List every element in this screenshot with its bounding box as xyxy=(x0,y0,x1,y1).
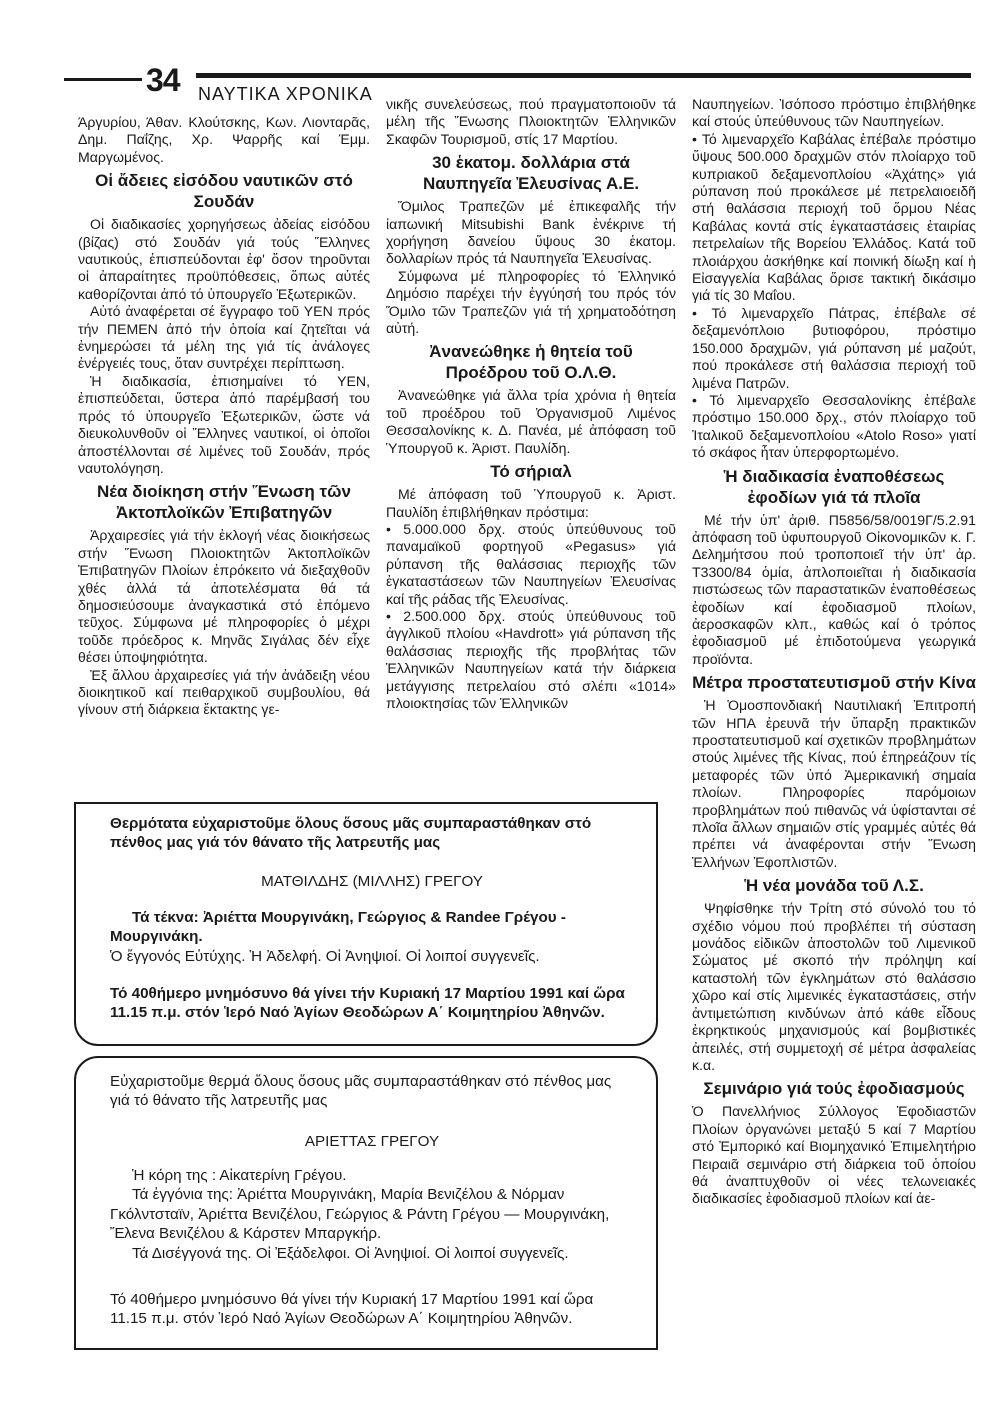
article-text: Ἡ διαδικασία, ἐπισημαίνει τό ΥΕΝ, ἐπισπεύδεται, ὕστερα ἀπό παρέμβασή του πρός τό ὑπουργεῖο Ἐξωτερικῶν, ὥστε νά διευκολυνθοῦν οἱ Ἕλληνες ναυτικοί, οἱ ὁποῖοι ἀποστέλλονται σέ λιμένες τοῦ Σουδάν, πρός ναυτολόγηση. xyxy=(78,372,370,476)
fine-item: • 2.500.000 δρχ. στούς ὑπεύθυνους τοῦ ἀγγλικοῦ πλοίου «Havdrott» γιά ρύπανση τῆς θαλάσσιας περιοχῆς τῆς προβλήτας τῶν Ἑλληνικῶν Ναυπηγείων κατά τήν διάρκεια μετάγγισης πετρελαίου στό σλέπι «1014» πλοιοκτησίας τῶν Ἑλληνικῶν xyxy=(386,607,676,711)
page-number: 34 xyxy=(146,62,180,98)
notice-name: ΑΡΙΕΤΤΑΣ ΓΡΕΓΟΥ xyxy=(304,1133,440,1150)
headline-eleusis-shipyards: 30 ἑκατομ. δολλάρια στά Ναυπηγεῖα Ἐλευσίνας Α.Ε. xyxy=(422,153,640,194)
headline-china-protectionism: Μέτρα προστατευτισμοῦ στήν Κίνα xyxy=(692,673,976,693)
column-2 xyxy=(386,96,676,712)
article-text: Αὐτό ἀναφέρεται σέ ἔγγραφο τοῦ ΥΕΝ πρός τήν ΠΕΜΕΝ ἀπό τήν ὁποία καί ζητεῖται νά ἐνημερώσει τά μέλη της γιά τίς ἀνάλογες ἐνέργειές τους, ὅταν συντρέχει περίπτωση. xyxy=(78,303,370,372)
notice-family: Ἡ κόρη της : Αἰκατερίνη Γρέγου. xyxy=(132,1167,347,1184)
article-text: Ναυπηγείων. Ἰσόποσο πρόστιμο ἐπιβλήθηκε καί στούς ὑπεύθυνους τῶν Ναυπηγείων. xyxy=(692,96,976,130)
notice-name: ΜΑΤΘΙΛΔΗΣ (ΜΙΛΛΗΣ) ΓΡΕΓΟΥ xyxy=(261,873,483,890)
notice-memorial: Τό 40θήμερο μνημόσυνο θά γίνει τήν Κυριακή 17 Μαρτίου 1991 καί ὥρα 11.15 π.μ. στόν Ἱερό Ναό Ἁγίων Θεοδώρων Α΄ Κοιμητηρίου Ἀθηνῶν. xyxy=(110,1291,594,1328)
article-text: Ἀρχαιρεσίες γιά τήν ἐκλογή νέας διοικήσεως στήν Ἕνωση Πλοιοκτητῶν Ἀκτοπλοϊκῶν Ἐπιβατηγῶν Πλοίων ἐπρόκειτο νά διεξαχθοῦν χθές ἀλλά τά ἀποτελέσματα θά τά δημοσιεύσουμε ἀναγκαστικά στό ἑπόμενο τεῦχος. Σύμφωνα μέ πληροφορίες ὁ μέχρι τοῦδε πρόεδρος κ. Μηνᾶς Σιγάλας δέν εἶχε θέσει ὑποψηφιότητα. xyxy=(78,527,370,666)
magazine-title: ΝΑΥΤΙΚΑ ΧΡΟΝΙΚΑ xyxy=(198,84,373,104)
article-text: Ὁ Πανελλήνιος Σύλλογος Ἐφοδιαστῶν Πλοίων ὀργανώνει μεταξύ 5 καί 7 Μαρτίου στό Ἐμπορικό καί Βιομηχανικό Ἐπιμελητήριο Πειραιᾶ σεμινάριο στή διάρκεια τοῦ ὁποίου θά ἀναπτυχθοῦν οἱ νέες τελωνειακές διαδικασίες ἐφοδιασμοῦ πλοίων καί ἀε- xyxy=(692,1103,976,1207)
article-text: Μέ τήν ὑπ' ἀριθ. Π5856/58/0019Γ/5.2.91 ἀπόφαση τοῦ ὑφυπουργοῦ Οἰκονομικῶν κ. Γ. Δελημήτσου πού τροποποιεῖ τήν ὑπ' ἀρ. Τ3300/84 ὁμία, ἀπλοποιεῖται ἡ διαδικασία πιστώσεως τῶν παραστατικῶν ἐναποθέσεως ἐφοδίων καί ἐφοδιασμοῦ πλοίων, ἀεροσκαφῶν κλπ., καθώς καί ὁ τρόπος ἐφοδιασμοῦ μέ ἐπιδοτούμενα γεωργικά προϊόντα. xyxy=(692,511,976,667)
column-3 xyxy=(692,96,976,1208)
fine-item: • 5.000.000 δρχ. στούς ὑπεύθυνους τοῦ παναμαϊκοῦ φορτηγοῦ «Pegasus» γιά ρύπανση τῆς θαλάσσιας περιοχῆς τῶν ἐγκαταστάσεων τῶν Ναυπηγείων Ἐλευσίνας καί τῆς ράδας τῆς Ἐλευσίνας. xyxy=(386,520,676,607)
notice-thanks: Εὐχαριστοῦμε θερμά ὅλους ὅσους μᾶς συμπαραστάθηκαν στό πένθος μας γιά τό θάνατο τῆς λατρευτῆς μας xyxy=(110,1073,612,1110)
memorial-notice-matthildi xyxy=(74,802,658,1046)
notice-family: Τά τέκνα: Ἀριέττα Μουργινάκη, Γεώργιος & Randee Γρέγου - Μουργινάκη. xyxy=(110,909,566,946)
memorial-notice-arietta xyxy=(74,1056,658,1350)
article-text: Οἱ διαδικασίες χορηγήσεως ἀδείας εἰσόδου (βίζας) στό Σουδάν γιά τούς Ἕλληνες ναυτικούς, ἐπισπεύδονται ἐφ' ὅσον τηροῦνται οἱ ἀπαραίτητες προϋπόθεσεις, ὅπως αὐτές καθορίζονται ἀπό τό ὑπουργεῖο Ἐξωτερικῶν. xyxy=(78,216,370,302)
headline-sudan-visas: Οἱ ἄδειες εἰσόδου ναυτικῶν στό Σουδάν xyxy=(95,171,353,212)
article-text: Ἀνανεώθηκε γιά ἄλλα τρία χρόνια ἡ θητεία τοῦ προέδρου τοῦ Ὀργανισμοῦ Λιμένος Θεσσαλονίκης κ. Δ. Πανέα, μέ ἀπόφαση τοῦ Ὑπουργοῦ κ. Ἀριστ. Παυλίδη. xyxy=(386,387,676,456)
article-text: Άργυρίου, Άθαν. Κλούτσκης, Κων. Λιονταρᾶς, Δημ. Παΐζης, Χρ. Ψαρρῆς καί Έμμ. Μαργωμένος. xyxy=(78,114,370,165)
article-text: Ψηφίσθηκε τήν Τρίτη στό σύνολό του τό σχέδιο νόμου πού προβλέπει τή σύσταση μονάδος εἰδικῶν ἀποστολῶν τοῦ Λιμενικοῦ Σώματος μέ σκοπό τήν πρόληψη καί καταστολή τῶν ἐγκλημάτων στό θαλάσσιο χῶρο καί στίς λιμενικές ἐγκαταστάσεις, στήν ἀντιμετώπιση κινδύνων ἀπό κάθε εἶδους ἐκρηκτικούς μηχανισμούς καί βομβιστικές ἀπειλές, στή συμμετοχή σέ μέτρα ἀσφαλείας κ.α. xyxy=(692,900,976,1073)
header-rule-left xyxy=(64,78,142,81)
article-text: Ἐξ ἄλλου ἀρχαιρεσίες γιά τήν ἀνάδειξη νέου διοικητικοῦ καί πειθαρχικοῦ συμβουλίου, θά γίνουν στή διάρκεια ἔκτακτης γε- xyxy=(78,666,370,718)
headline-coastguard-unit: Ἡ νέα μονάδα τοῦ Λ.Σ. xyxy=(744,876,924,896)
article-text: Ἡ Ὁμοσπονδιακή Ναυτιλιακή Ἐπιτροπή τῶν ΗΠΑ ἐρευνᾶ τήν ὕπαρξη πρακτικῶν προστατευτισμοῦ καί σχετικῶν προβλημάτων στούς λιμένες τῆς Κίνας, πού ἐπηρεάζουν τίς μεταφορές τῶν ὑπό Ἀμερικανική σημαία πλοίων. Πληροφορίες παρόμοιων προβλημάτων πού πιθανῶς νά ὑφίστανται σέ πλοῖα ἄλλων σημαιῶν στίς γραμμές αὐτές θά πρέπει νά ἀναφέρονται στήν Ἕνωση Ἑλλήνων Ἐφοπλιστῶν. xyxy=(692,697,976,870)
headline-olth-president: Ἀνανεώθηκε ἡ θητεία τοῦ Προέδρου τοῦ Ο.Λ.Θ. xyxy=(429,342,633,383)
headline-supplies-seminar: Σεμινάριο γιά τούς ἐφοδιασμούς xyxy=(703,1079,965,1099)
fine-item: • Τό λιμεναρχεῖο Θεσσαλονίκης ἐπέβαλε πρόστιμο 150.000 δρχ., στόν πλοίαρχο τοῦ Ἰταλικοῦ δεξαμενοπλοίου «Atolo Roso» γιατί τό σκάφος ἦταν ὑπερφορτωμένο. xyxy=(692,391,976,461)
headline-coastal-union: Νέα διοίκηση στήν Ἕνωση τῶν Ἀκτοπλοϊκῶν Ἐπιβατηγῶν xyxy=(97,482,351,523)
headline-serial: Τό σήριαλ xyxy=(490,462,572,482)
fine-item: • Τό λιμεναρχεῖο Καβάλας ἐπέβαλε πρόστιμο ὕψους 500.000 δραχμῶν στόν πλοίαρχο τοῦ κυπριακοῦ δεξαμενοπλοίου «Ἀχάτης» γιά ρύπανση πού προκάλεσε μέ πετρελαιοειδῆ στή θαλάσσια περιοχή τοῦ ὅρμου Νέας Καβάλας κοντά στίς ἐγκαταστάσεις ἑταιρίας πετρελαίων τῆς Βορείου Ἑλλάδος. Κατά τοῦ πλοιάρχου ἀσκήθηκε καί ποινική δίωξη καί ἡ Εἰσαγγελία Καβάλας ὅρισε τακτική δικάσιμο γιά τίς 30 Μαΐου. xyxy=(692,130,976,304)
headline-supplies-procedure: Ἡ διαδικασία ἐναποθέσεως ἐφοδίων γιά τά πλοῖα xyxy=(723,466,945,507)
notice-memorial: Τό 40θήμερο μνημόσυνο θά γίνει τήν Κυριακή 17 Μαρτίου 1991 καί ὥρα 11.15 π.μ. στόν Ἱερό Ναό Ἁγίων Θεοδώρων Α΄ Κοιμητηρίου Ἀθηνῶν. xyxy=(110,985,625,1022)
notice-family: Ὁ ἔγγονός Εὐτύχης. Ἡ Ἀδελφή. Οἱ Ἀνηψιοί. Οἱ λοιποί συγγενεῖς. xyxy=(110,947,540,965)
notice-thanks: Θερμότατα εὐχαριστοῦμε ὅλους ὅσους μᾶς συμπαραστάθηκαν στό πένθος μας γιά τόν θάνατο τῆς λατρευτῆς μας xyxy=(110,815,592,852)
notice-family: Τά Δισέγγονά της. Οἱ Ἐξάδελφοι. Οἱ Ἀνηψιοί. Οἱ λοιποί συγγενεῖς. xyxy=(132,1244,569,1262)
fine-item: • Τό λιμεναρχεῖο Πάτρας, ἐπέβαλε σέ δεξαμενόπλοιο βυτιοφόρου, πρόστιμο 150.000 δραχμῶν, γιά ρύπανση μέ μαζούτ, πού προκάλεσε στή θαλάσσια περιοχή τοῦ λιμένα Πατρῶν. xyxy=(692,304,976,391)
notice-family: Τά ἐγγόνια της: Ἀριέττα Μουργινάκη, Μαρία Βενιζέλου & Νόρμαν Γκόλντσταϊν, Ἀριέττα Βενιζέλου, Γεώργιος & Ράντη Γρέγου — Μουργινάκη, Ἔλενα Βενιζέλου & Κάρστεν Μπαργκήρ. xyxy=(110,1186,610,1243)
article-text: Ὅμιλος Τραπεζῶν μέ ἐπικεφαλῆς τήν ἰαπωνική Mitsubishi Bank ἐνέκρινε τή χορήγηση δανείου ὕψους 30 ἑκατομ. δολλαρίων πρός τά Ναυπηγεῖα Ἐλευσίνας. xyxy=(386,198,676,267)
article-text: νικῆς συνελεύσεως, πού πραγματοποιοῦν τά μέλη τῆς Ἕνωσης Πλοιοκτητῶν Ἑλληνικῶν Σκαφῶν Τουρισμοῦ, στίς 17 Μαρτίου. xyxy=(386,96,676,147)
column-1 xyxy=(78,114,370,719)
header-rule-right xyxy=(196,73,971,78)
article-text: Μέ ἀπόφαση τοῦ Ὑπουργοῦ κ. Ἀριστ. Παυλίδη ἐπιβλήθηκαν πρόστιμα: xyxy=(386,486,676,520)
article-text: Σύμφωνα μέ πληροφορίες τό Ἑλληνικό Δημόσιο παρέχει τήν ἐγγύησή του πρός τόν Ὅμιλο τῶν Τραπεζῶν γιά τή χρηματοδότηση αὐτή. xyxy=(386,267,676,337)
